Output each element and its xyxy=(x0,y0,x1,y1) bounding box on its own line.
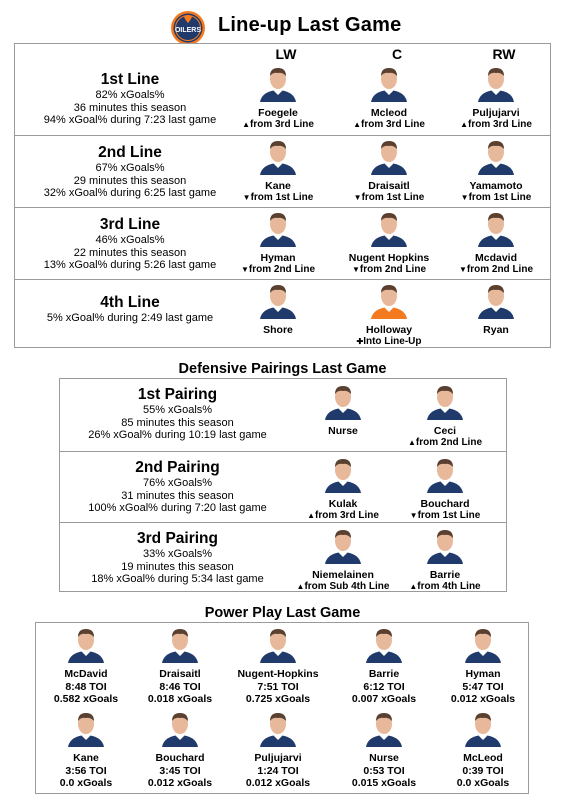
player-headshot xyxy=(258,64,298,102)
player-card xyxy=(339,209,439,276)
player-name: Shore xyxy=(263,324,293,336)
powerplay-table xyxy=(35,622,529,794)
player-card xyxy=(446,209,546,276)
line-change-icon: ▲ xyxy=(409,582,418,591)
player-name: Holloway xyxy=(365,324,413,336)
player-headshot xyxy=(463,709,503,747)
player-name: Draisaitl xyxy=(368,180,410,192)
line-change-text: from 3rd Line xyxy=(361,119,425,130)
line-change-icon: ▲ xyxy=(307,511,315,520)
player-card xyxy=(228,281,328,336)
expected-goals: 0.582 xGoals xyxy=(53,693,119,705)
powerplay-section-title: Power Play Last Game xyxy=(204,605,361,621)
line-stat: 55% xGoals% xyxy=(142,404,213,416)
line-stat: 22 minutes this season xyxy=(73,246,187,259)
player-headshot xyxy=(369,64,409,102)
player-name: Kulak xyxy=(328,498,358,510)
line-stat: 36 minutes this season xyxy=(73,101,187,114)
line-change-text: from 3rd Line xyxy=(315,510,379,521)
time-on-ice: 5:47 TOI xyxy=(462,680,504,693)
player-headshot xyxy=(258,209,298,247)
player-name: Ryan xyxy=(483,324,509,336)
line-change-note xyxy=(446,192,546,204)
line-change-note xyxy=(228,119,328,131)
player-headshot xyxy=(425,455,465,493)
powerplay-player-card xyxy=(230,709,326,790)
time-on-ice: 8:46 TOI xyxy=(159,680,201,693)
line-stat: 29 minutes this season xyxy=(73,174,187,187)
line-name: 3rd Pairing xyxy=(137,530,218,547)
line-change-note xyxy=(339,119,439,131)
expected-goals: 0.007 xGoals xyxy=(351,693,417,705)
forward-lines-table xyxy=(14,43,551,348)
line-change-icon: ▲ xyxy=(296,582,305,591)
line-change-icon: ▲ xyxy=(460,120,468,129)
line-change-note xyxy=(339,192,439,204)
line-summary xyxy=(60,530,295,586)
line-change-text: from 4th Line xyxy=(417,581,481,592)
player-card xyxy=(339,137,439,204)
player-name: Niemelainen xyxy=(312,569,374,581)
player-name: Kane xyxy=(73,752,99,764)
expected-goals: 0.725 xGoals xyxy=(245,693,311,705)
defense-pairing-row xyxy=(60,452,506,523)
player-name: Barrie xyxy=(368,668,400,680)
line-stat: 94% xGoal% during 7:23 last game xyxy=(43,114,217,126)
line-change-note xyxy=(446,119,546,131)
column-header-lw: LW xyxy=(275,46,297,62)
line-summary xyxy=(60,386,295,442)
player-name: Draisaitl xyxy=(159,668,201,680)
line-stat: 76% xGoals% xyxy=(142,477,213,489)
line-change-text: from 1st Line xyxy=(468,192,532,203)
player-card xyxy=(339,64,439,131)
player-headshot xyxy=(425,382,465,420)
line-change-icon: ▼ xyxy=(458,265,467,274)
player-card xyxy=(446,64,546,131)
line-stat: 67% xGoals% xyxy=(95,162,165,174)
column-header-c: C xyxy=(391,46,403,62)
line-change-icon: ▲ xyxy=(407,438,416,447)
expected-goals: 0.0 xGoals xyxy=(456,777,510,789)
line-change-icon: ▼ xyxy=(460,193,469,202)
column-header-rw: RW xyxy=(492,46,516,62)
line-change-note xyxy=(395,581,495,593)
logo-wordmark: OILERS xyxy=(174,27,202,34)
player-name: Mcdavid xyxy=(474,252,517,264)
powerplay-player-card xyxy=(435,709,531,790)
powerplay-player-card xyxy=(336,709,432,790)
expected-goals: 0.018 xGoals xyxy=(147,693,213,705)
player-name: Puljujarvi xyxy=(472,107,520,119)
player-name: Kane xyxy=(265,180,291,192)
player-name: McLeod xyxy=(463,752,503,764)
line-change-note xyxy=(339,264,439,276)
line-stat: 85 minutes this season xyxy=(121,416,234,429)
player-name: Hyman xyxy=(260,252,296,264)
player-name: Nurse xyxy=(369,752,399,764)
line-change-text: from 2nd Line xyxy=(248,264,316,275)
defense-section-title: Defensive Pairings Last Game xyxy=(178,361,387,377)
line-stat: 19 minutes this season xyxy=(121,560,234,573)
player-headshot xyxy=(66,625,106,663)
line-change-note xyxy=(446,264,546,276)
expected-goals: 0.015 xGoals xyxy=(351,777,417,789)
line-change-icon: ▼ xyxy=(409,511,418,520)
player-headshot xyxy=(364,709,404,747)
time-on-ice: 6:12 TOI xyxy=(363,680,405,693)
player-headshot xyxy=(258,625,298,663)
player-name: Ceci xyxy=(433,425,457,437)
expected-goals: 0.0 xGoals xyxy=(59,777,113,789)
line-change-note xyxy=(339,336,439,348)
player-card xyxy=(446,137,546,204)
player-card xyxy=(293,382,393,437)
line-change-text: from 3rd Line xyxy=(250,119,314,130)
oilers-logo xyxy=(170,10,206,46)
line-stat: 46% xGoals% xyxy=(95,234,165,246)
line-change-note xyxy=(228,192,328,204)
powerplay-player-card xyxy=(435,625,531,706)
line-change-text: from 3rd Line xyxy=(468,119,532,130)
forward-line-row xyxy=(15,208,550,280)
line-name: 3rd Line xyxy=(99,216,161,233)
line-change-icon: ▼ xyxy=(351,265,360,274)
player-card xyxy=(228,209,328,276)
player-name: Yamamoto xyxy=(469,180,523,192)
defense-pairing-row xyxy=(60,523,506,592)
player-name: Mcleod xyxy=(370,107,408,119)
page-title: Line-up Last Game xyxy=(218,14,402,36)
line-change-note xyxy=(293,510,393,522)
line-stat: 26% xGoal% during 10:19 last game xyxy=(88,429,267,441)
forward-line-row xyxy=(15,63,550,136)
player-headshot xyxy=(323,526,363,564)
player-headshot xyxy=(463,625,503,663)
line-change-icon: ▼ xyxy=(353,193,362,202)
powerplay-player-card xyxy=(336,625,432,706)
player-card xyxy=(228,137,328,204)
line-change-text: from 1st Line xyxy=(250,192,314,203)
powerplay-player-card xyxy=(132,709,228,790)
player-headshot xyxy=(323,455,363,493)
player-name: McDavid xyxy=(64,668,108,680)
line-change-icon: ▼ xyxy=(242,193,251,202)
player-card xyxy=(446,281,546,336)
line-change-text: from 2nd Line xyxy=(415,437,483,448)
player-name: Bouchard xyxy=(420,498,470,510)
time-on-ice: 3:56 TOI xyxy=(65,764,107,777)
player-headshot xyxy=(258,281,298,319)
line-summary xyxy=(15,71,245,127)
line-change-icon: ▲ xyxy=(242,120,250,129)
line-change-icon: ▼ xyxy=(240,265,249,274)
line-change-text: Into Line-Up xyxy=(363,336,422,347)
line-stat: 5% xGoal% during 2:49 last game xyxy=(46,312,214,324)
player-headshot xyxy=(66,709,106,747)
player-name: Nurse xyxy=(328,425,358,437)
player-headshot xyxy=(476,137,516,175)
player-headshot xyxy=(425,526,465,564)
line-name: 2nd Line xyxy=(98,144,162,161)
line-change-icon: ▲ xyxy=(353,120,361,129)
line-stat: 13% xGoal% during 5:26 last game xyxy=(43,259,217,271)
defensive-pairings-table xyxy=(59,378,507,592)
line-name: 1st Line xyxy=(100,71,160,88)
time-on-ice: 0:39 TOI xyxy=(462,764,504,777)
line-name: 4th Line xyxy=(100,294,160,311)
player-card xyxy=(293,526,393,593)
player-card xyxy=(395,526,495,593)
player-headshot xyxy=(160,709,200,747)
player-headshot xyxy=(476,209,516,247)
line-change-note xyxy=(293,581,393,593)
player-card xyxy=(395,382,495,449)
line-summary xyxy=(60,459,295,515)
player-card xyxy=(339,281,439,348)
line-change-icon: ✚ xyxy=(356,337,364,346)
player-name: Hyman xyxy=(465,668,501,680)
player-headshot xyxy=(258,709,298,747)
player-headshot xyxy=(258,137,298,175)
forward-line-row xyxy=(15,280,550,348)
player-name: Foegele xyxy=(258,107,298,119)
time-on-ice: 7:51 TOI xyxy=(257,680,299,693)
expected-goals: 0.012 xGoals xyxy=(245,777,311,789)
line-change-note xyxy=(228,264,328,276)
player-name: Barrie xyxy=(429,569,461,581)
expected-goals: 0.012 xGoals xyxy=(450,693,516,705)
player-name: Nugent Hopkins xyxy=(348,252,430,264)
player-name: Bouchard xyxy=(155,752,205,764)
player-headshot xyxy=(369,137,409,175)
line-stat: 18% xGoal% during 5:34 last game xyxy=(91,573,264,585)
expected-goals: 0.012 xGoals xyxy=(147,777,213,789)
player-card xyxy=(293,455,393,522)
line-summary xyxy=(15,216,245,272)
line-stat: 33% xGoals% xyxy=(142,548,213,560)
player-name: Nugent-Hopkins xyxy=(237,668,319,680)
player-headshot xyxy=(364,625,404,663)
line-summary xyxy=(15,294,245,325)
line-name: 2nd Pairing xyxy=(135,459,220,476)
powerplay-player-card xyxy=(230,625,326,706)
line-stat: 32% xGoal% during 6:25 last game xyxy=(43,187,217,199)
player-headshot xyxy=(323,382,363,420)
powerplay-player-card xyxy=(38,709,134,790)
time-on-ice: 8:48 TOI xyxy=(65,680,107,693)
line-change-note xyxy=(395,510,495,522)
player-card xyxy=(228,64,328,131)
line-stat: 82% xGoals% xyxy=(95,89,165,101)
line-change-text: from 2nd Line xyxy=(359,264,427,275)
line-stat: 31 minutes this season xyxy=(121,489,234,502)
line-stat: 100% xGoal% during 7:20 last game xyxy=(88,502,267,514)
player-headshot xyxy=(369,281,409,319)
player-name: Puljujarvi xyxy=(254,752,302,764)
player-headshot xyxy=(476,281,516,319)
player-headshot xyxy=(369,209,409,247)
line-change-note xyxy=(395,437,495,449)
time-on-ice: 0:53 TOI xyxy=(363,764,405,777)
player-card xyxy=(395,455,495,522)
line-name: 1st Pairing xyxy=(137,386,218,403)
line-summary xyxy=(15,144,245,200)
forward-line-row xyxy=(15,136,550,208)
line-change-text: from 2nd Line xyxy=(466,264,534,275)
player-headshot xyxy=(160,625,200,663)
time-on-ice: 1:24 TOI xyxy=(257,764,299,777)
line-change-text: from Sub 4th Line xyxy=(304,581,390,592)
player-headshot xyxy=(476,64,516,102)
line-change-text: from 1st Line xyxy=(361,192,425,203)
time-on-ice: 3:45 TOI xyxy=(159,764,201,777)
powerplay-player-card xyxy=(38,625,134,706)
defense-pairing-row xyxy=(60,379,506,452)
line-change-text: from 1st Line xyxy=(417,510,481,521)
powerplay-player-card xyxy=(132,625,228,706)
